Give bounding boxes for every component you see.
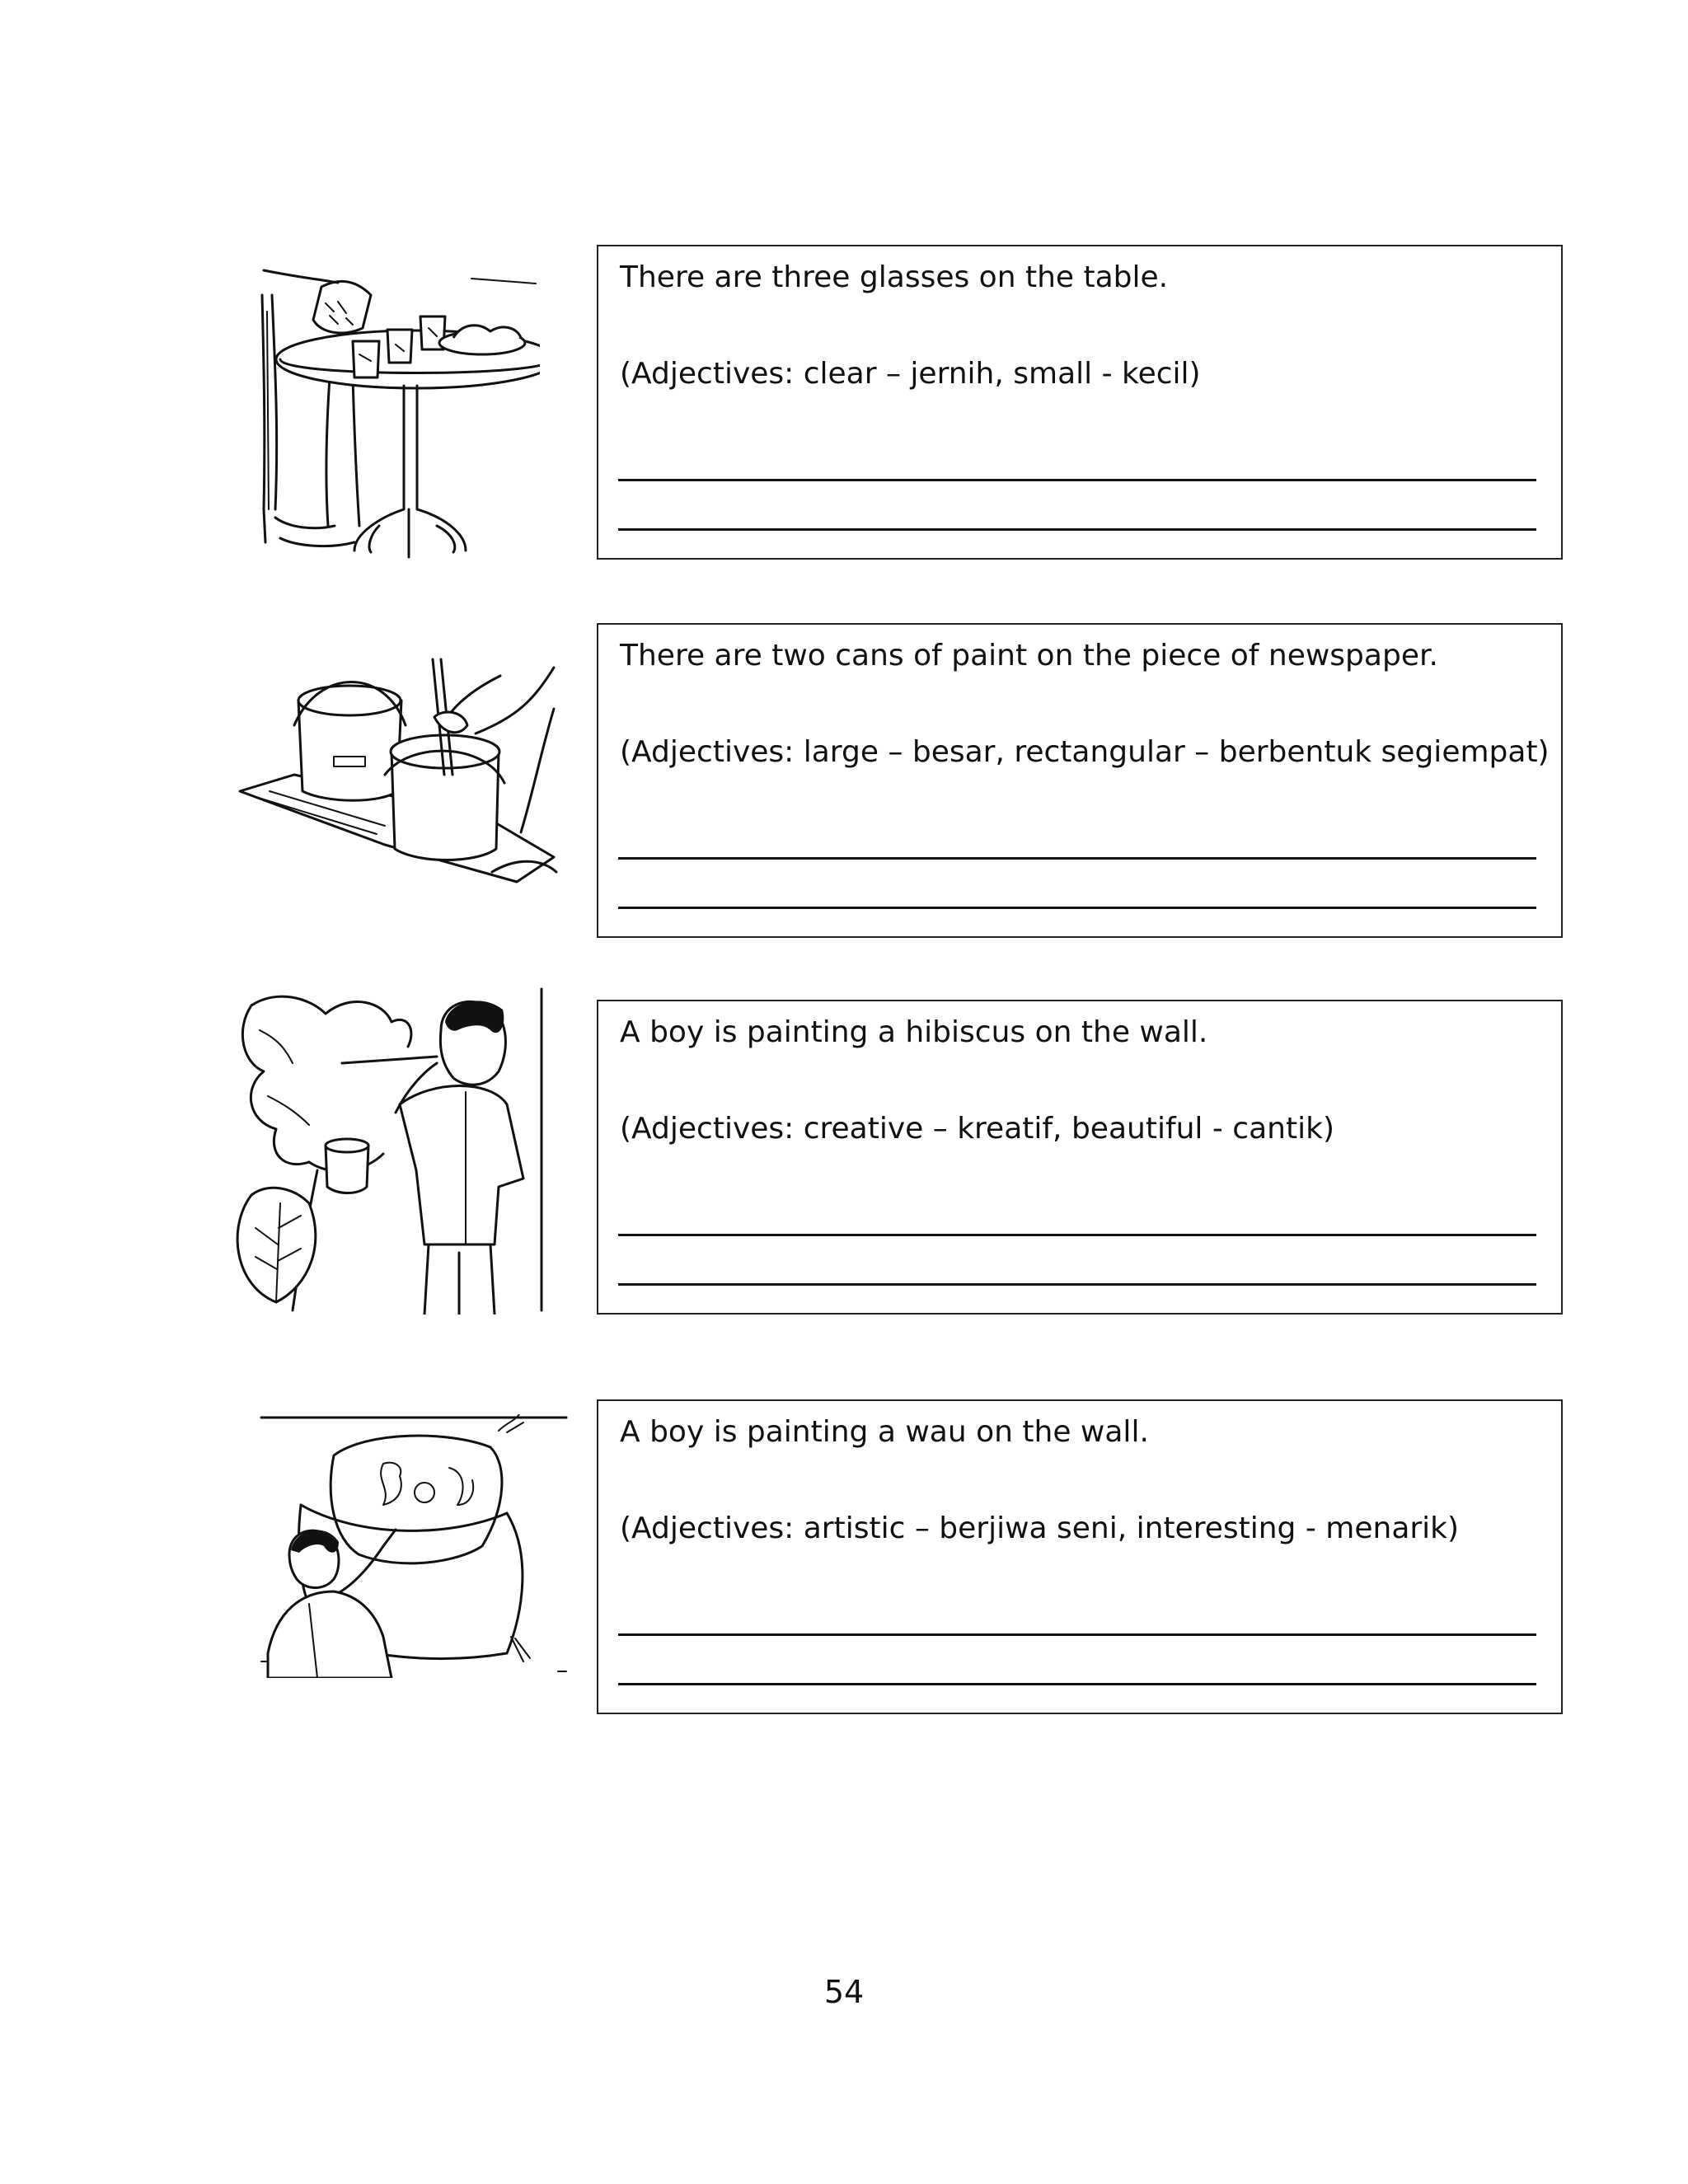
exercise-sentence: A boy is painting a wau on the wall. [620,1415,1149,1449]
exercise-sentence: There are three glasses on the table. [620,260,1169,294]
exercise-sentence: A boy is painting a hibiscus on the wall. [620,1015,1208,1049]
exercise-box [597,245,1563,560]
exercise-box [597,1399,1563,1714]
adjectives-hint: (Adjectives: creative – kreatif, beautiful - cantik) [620,1112,1334,1146]
boy-painting-hibiscus-illustration [218,981,548,1315]
answer-line[interactable] [618,1234,1536,1236]
adjectives-hint: (Adjectives: large – besar, rectangular – berbentuk segiempat) [620,735,1550,769]
answer-line[interactable] [618,857,1536,860]
adjectives-hint: (Adjectives: artistic – berjiwa seni, interesting - menarik) [620,1511,1460,1545]
answer-line[interactable] [618,479,1536,481]
answer-line[interactable] [618,1283,1536,1286]
table-glasses-illustration [256,262,540,563]
adjectives-hint: (Adjectives: clear – jernih, small - kecil) [620,357,1201,391]
boy-painting-wau-illustration [260,1414,569,1678]
answer-line[interactable] [618,907,1536,909]
paint-cans-illustration [237,651,558,886]
page-number: 54 [823,1974,865,2010]
answer-line[interactable] [618,528,1536,531]
answer-line[interactable] [618,1683,1536,1685]
exercise-sentence: There are two cans of paint on the piece of newspaper. [620,639,1438,673]
answer-line[interactable] [618,1633,1536,1636]
exercise-box [597,623,1563,938]
exercise-box [597,1000,1563,1315]
